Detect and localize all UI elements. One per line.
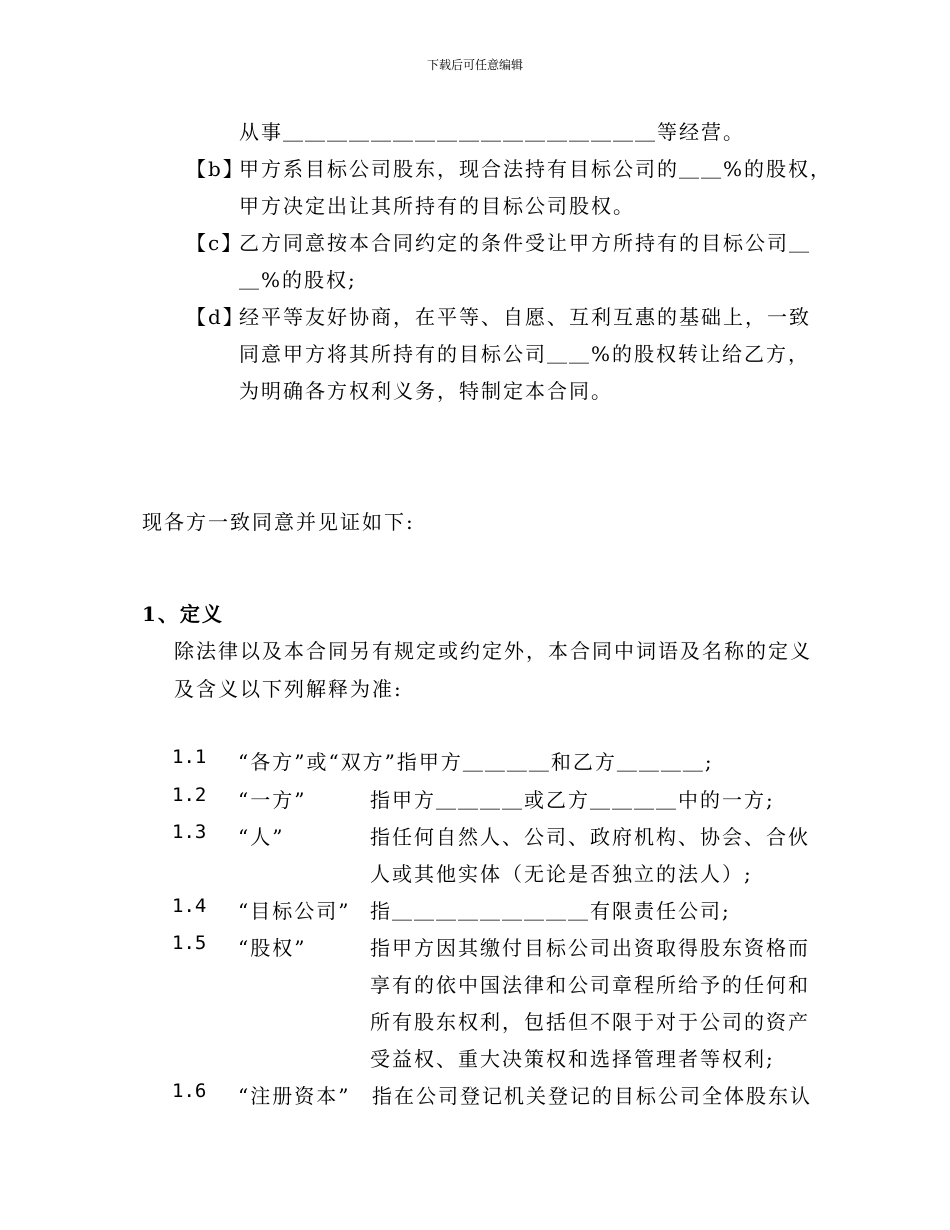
definition-number: 1.1 — [172, 746, 207, 768]
recital-c-line: ＿%的股权; — [239, 268, 357, 292]
recital-c-line: 乙方同意按本合同约定的条件受让甲方所持有的目标公司＿ — [239, 231, 811, 255]
definition-text: 享有的依中国法律和公司章程所给予的任何和 — [370, 973, 810, 997]
section-description: 除法律以及本合同另有规定或约定外，本合同中词语及名称的定义 — [174, 639, 812, 663]
recital-b-label: 【b】 — [186, 157, 245, 181]
definition-text: 人或其他实体（无论是否独立的法人）; — [370, 862, 753, 886]
definition-term: “股权” — [238, 936, 307, 960]
recital-b-line: 甲方系目标公司股东，现合法持有目标公司的＿＿%的股权， — [239, 157, 833, 181]
definition-text: 指甲方＿＿＿＿或乙方＿＿＿＿中的一方; — [370, 788, 775, 812]
definition-term: “人” — [238, 825, 285, 849]
recital-d-line: 为明确各方权利义务，特制定本合同。 — [239, 379, 613, 403]
recital-b-line: 甲方决定出让其所持有的目标公司股权。 — [239, 194, 635, 218]
definition-term: “注册资本” — [238, 1084, 351, 1108]
definition-number: 1.3 — [172, 821, 207, 843]
definition-number: 1.2 — [172, 784, 207, 806]
definition-text: 指甲方因其缴付目标公司出资取得股东资格而 — [370, 936, 810, 960]
definition-text: 所有股东权利，包括但不限于对于公司的资产 — [370, 1010, 810, 1034]
definition-text: 指＿＿＿＿＿＿＿＿＿有限责任公司; — [370, 899, 731, 923]
definition-term: “一方” — [238, 788, 307, 812]
page-header: 下载后可任意编辑 — [426, 58, 523, 72]
definition-text: 指任何自然人、公司、政府机构、协会、合伙 — [370, 825, 810, 849]
definition-text: 受益权、重大决策权和选择管理者等权利; — [370, 1047, 775, 1071]
definition-text: 指在公司登记机关登记的目标公司全体股东认 — [372, 1084, 812, 1108]
section-title: 1、定义 — [142, 602, 224, 626]
section-description: 及含义以下列解释为准: — [174, 677, 403, 701]
definition-number: 1.5 — [172, 932, 207, 954]
definition-number: 1.4 — [172, 895, 207, 917]
recital-c-label: 【c】 — [186, 231, 244, 255]
agreement-statement: 现各方一致同意并见证如下: — [142, 510, 415, 534]
definition-text: “各方”或“双方”指甲方＿＿＿＿和乙方＿＿＿＿; — [238, 750, 714, 774]
definition-number: 1.6 — [172, 1080, 207, 1102]
recital-d-line: 经平等友好协商，在平等、自愿、互利互惠的基础上，一致 — [239, 305, 811, 329]
definition-term: “目标公司” — [238, 899, 351, 923]
recital-d-line: 同意甲方将其所持有的目标公司＿＿%的股权转让给乙方， — [239, 342, 811, 366]
recital-a-continuation: 从事＿＿＿＿＿＿＿＿＿＿＿＿＿＿＿＿＿等经营。 — [239, 120, 745, 144]
recital-d-label: 【d】 — [186, 305, 245, 329]
